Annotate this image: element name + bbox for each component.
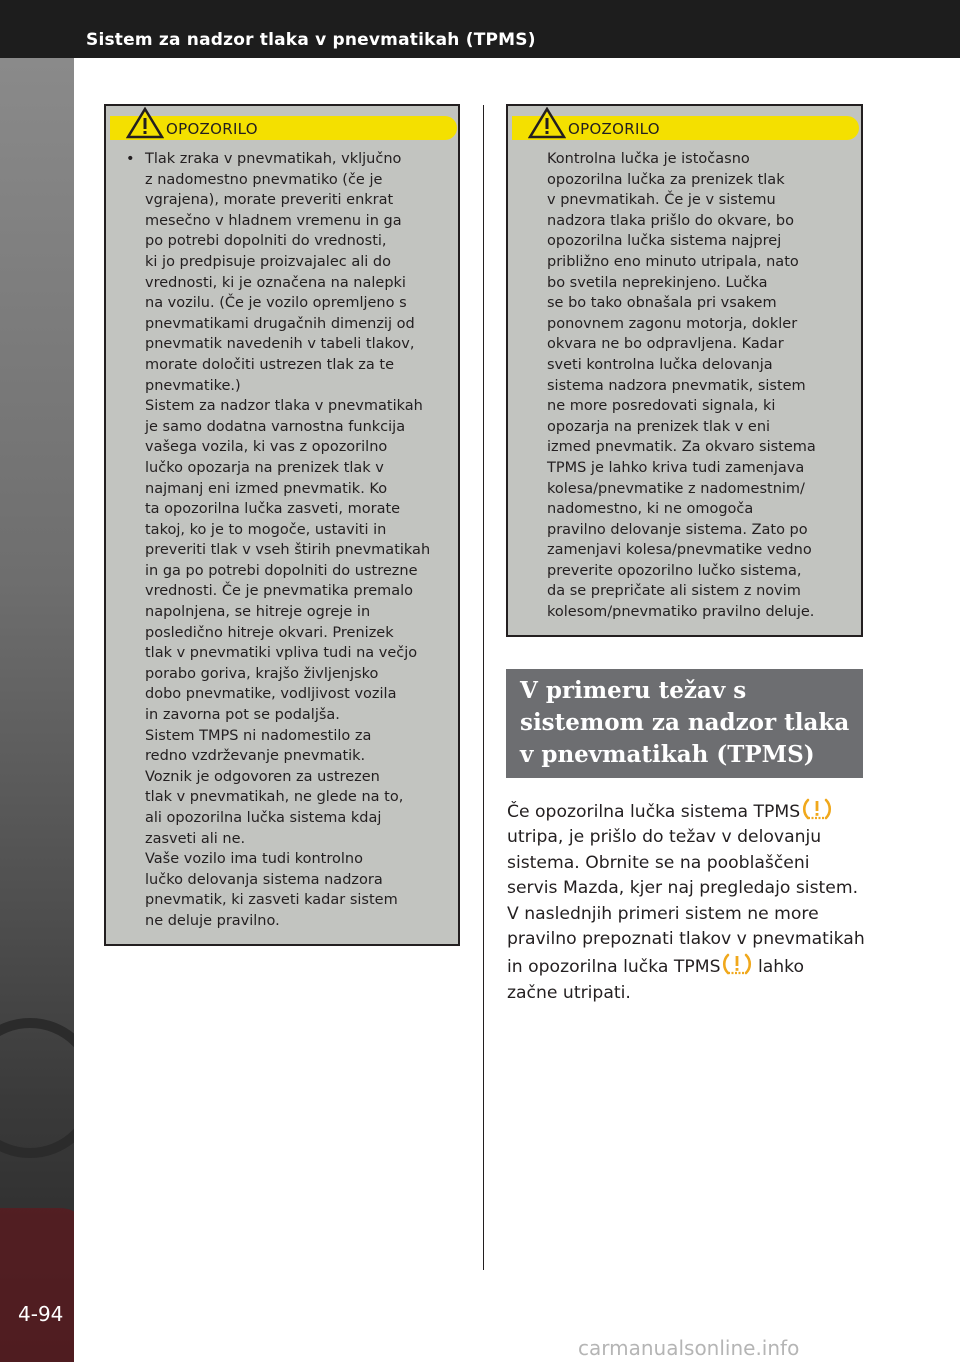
text-line: tlak v pnevmatiki vpliva tudi na večjo: [145, 645, 418, 662]
text-line: kolesa/pnevmatike z nadomestnim/: [547, 480, 805, 497]
page-number: 4-94: [18, 1302, 64, 1326]
text-line: TPMS je lahko kriva tudi zamenjava: [547, 459, 805, 476]
section-title-line: V primeru težav s: [520, 677, 747, 704]
text-line: po potrebi dopolniti do vrednosti,: [145, 233, 387, 250]
warning-header: [110, 116, 457, 140]
warning-triangle-icon: [528, 107, 566, 139]
column-divider: [483, 105, 484, 1270]
text-line: morate določiti ustrezen tlak za te: [145, 356, 394, 373]
text-line: lučko delovanja sistema nadzora: [145, 871, 383, 888]
text-line: in zavorna pot se podaljša.: [145, 707, 340, 724]
text-line: vrednosti. Če je pnevmatika premalo: [145, 583, 414, 600]
warning-label: OPOZORILO: [166, 120, 258, 138]
section-title-line: sistemom za nadzor tlaka: [520, 709, 850, 736]
text-line: bo svetila neprekinjeno. Lučka: [547, 274, 768, 291]
text-line: lučko opozarja na prenizek tlak v: [145, 459, 384, 476]
text-line: pnevmatik, ki zasveti kadar sistem: [145, 892, 398, 909]
text-line: in ga po potrebi dopolniti do ustrezne: [145, 562, 418, 579]
text-line: dobo pnevmatike, vodljivost vozila: [145, 686, 397, 703]
steering-wheel-graphic: [0, 1018, 74, 1158]
text-line: sistema nadzora pnevmatik, sistem: [547, 377, 806, 394]
text-line: vašega vozila, ki vas z opozorilno: [145, 439, 388, 456]
warning-header: [512, 116, 859, 140]
text-line: preverite opozorilno lučko sistema,: [547, 562, 802, 579]
text-line: vrednosti, ki je označena na nalepki: [145, 274, 406, 291]
text-line: na vozilu. (Če je vozilo opremljeno s: [145, 295, 407, 312]
text-line: pravilno delovanje sistema. Zato po: [547, 521, 808, 538]
text-line: servis Mazda, kjer naj pregledajo sistem.: [507, 878, 859, 899]
warning-text-left: [126, 149, 431, 932]
text-line: približno eno minuto utripala, nato: [547, 253, 799, 270]
text-line: Vaše vozilo ima tudi kontrolno: [145, 851, 363, 868]
text-line: napolnjena, se hitreje ogreje in: [145, 604, 371, 621]
text-line: najmanj eni izmed pnevmatik. Ko: [145, 480, 388, 497]
warning-box-right: [506, 104, 863, 637]
text-line: pravilno prepoznati tlakov v pnevmatikah: [507, 929, 865, 950]
text-line: da se prepričate ali sistem z novim: [547, 583, 801, 600]
section-heading: [506, 669, 863, 778]
body-lines: [507, 825, 865, 952]
body-paragraph: [507, 797, 865, 1006]
bullet-marker: •: [126, 151, 135, 167]
text-line: ne more posredovati signala, ki: [547, 398, 776, 415]
warning-label: OPOZORILO: [568, 120, 660, 138]
text-line: ponovnem zagonu motorja, dokler: [547, 315, 798, 332]
text-line: pnevmatikami drugačnih dimenzij od: [145, 315, 415, 332]
text-line: nadzora tlaka prišlo do okvare, bo: [547, 212, 794, 229]
text-line: kolesom/pnevmatiko pravilno deluje.: [547, 604, 815, 621]
text-line: v pnevmatikah. Če je v sistemu: [547, 192, 776, 209]
text-line: takoj, ko je to mogoče, ustaviti in: [145, 521, 387, 538]
text-line: nadomestno, ki ne omogoča: [547, 501, 754, 518]
tpms-warning-icon: [802, 797, 832, 821]
body-line: Če opozorilna lučka sistema TPMS: [507, 797, 865, 825]
section-title-line: v pnevmatikah (TPMS): [520, 741, 815, 768]
warning-lines: [547, 149, 816, 623]
warning-triangle-icon: [126, 107, 164, 139]
text-line: se bo tako obnašala pri vsakem: [547, 295, 777, 312]
text-line: tlak v pnevmatikah, ne glede na to,: [145, 789, 404, 806]
header-title: Sistem za nadzor tlaka v pnevmatikah (TPMS): [86, 30, 536, 50]
seat-graphic: [0, 1208, 74, 1362]
text-line: Tlak zraka v pnevmatikah, vključno: [145, 151, 402, 167]
text-line: ne deluje pravilno.: [145, 912, 280, 929]
section-title: [520, 675, 849, 771]
text-line: okvara ne bo odpravljena. Kadar: [547, 336, 784, 353]
text-line: pnevmatik navedenih v tabeli tlakov,: [145, 336, 415, 353]
text-line: zamenjavi kolesa/pnevmatike vedno: [547, 542, 812, 559]
text-line: z nadomestno pnevmatiko (če je: [145, 171, 383, 188]
text-line: sistema. Obrnite se na pooblaščeni: [507, 852, 810, 873]
text-line: Sistem za nadzor tlaka v pnevmatikah: [145, 398, 423, 415]
page-header: [0, 0, 960, 58]
text-line: preveriti tlak v vseh štirih pnevmatikah: [145, 542, 431, 559]
text-line: izmed pnevmatik. Za okvaro sistema: [547, 439, 816, 456]
text-line: ta opozorilna lučka zasveti, morate: [145, 501, 401, 518]
body-line: in opozorilna lučka TPMS lahko: [507, 952, 865, 980]
warning-lines: [145, 149, 430, 932]
text-line: sveti kontrolna lučka delovanja: [547, 356, 773, 373]
text-line: opozarja na prenizek tlak v eni: [547, 418, 771, 435]
watermark: carmanualsonline.info: [578, 1336, 800, 1360]
text-line: Voznik je odgovoren za ustrezen: [145, 768, 380, 785]
text-line: posledično hitreje okvari. Prenizek: [145, 624, 394, 641]
text-line: pnevmatike.): [145, 377, 241, 394]
sidebar-decoration: [0, 58, 74, 1362]
text-line: utripa, je prišlo do težav v delovanju: [507, 827, 822, 848]
warning-box-left: [104, 104, 460, 946]
text-line: vgrajena), morate preveriti enkrat: [145, 192, 394, 209]
text-line: opozorilna lučka za prenizek tlak: [547, 171, 785, 188]
text-line: je samo dodatna varnostna funkcija: [145, 418, 406, 435]
text-line: zasveti ali ne.: [145, 830, 246, 847]
text-line: V naslednjih primeri sistem ne more: [507, 903, 819, 924]
text-line: opozorilna lučka sistema najprej: [547, 233, 782, 250]
text-line: ki jo predpisuje proizvajalec ali do: [145, 253, 391, 270]
text-line: Kontrolna lučka je istočasno: [547, 151, 750, 167]
body-line: začne utripati.: [507, 982, 631, 1003]
text-line: mesečno v hladnem vremenu in ga: [145, 212, 402, 229]
tpms-warning-icon: [722, 952, 752, 976]
warning-text-right: [547, 149, 816, 623]
text-line: redno vzdrževanje pnevmatik.: [145, 748, 366, 765]
text-line: Sistem TMPS ni nadomestilo za: [145, 727, 372, 744]
text-line: porabo goriva, krajšo življenjsko: [145, 665, 379, 682]
text-line: ali opozorilna lučka sistema kdaj: [145, 810, 382, 826]
